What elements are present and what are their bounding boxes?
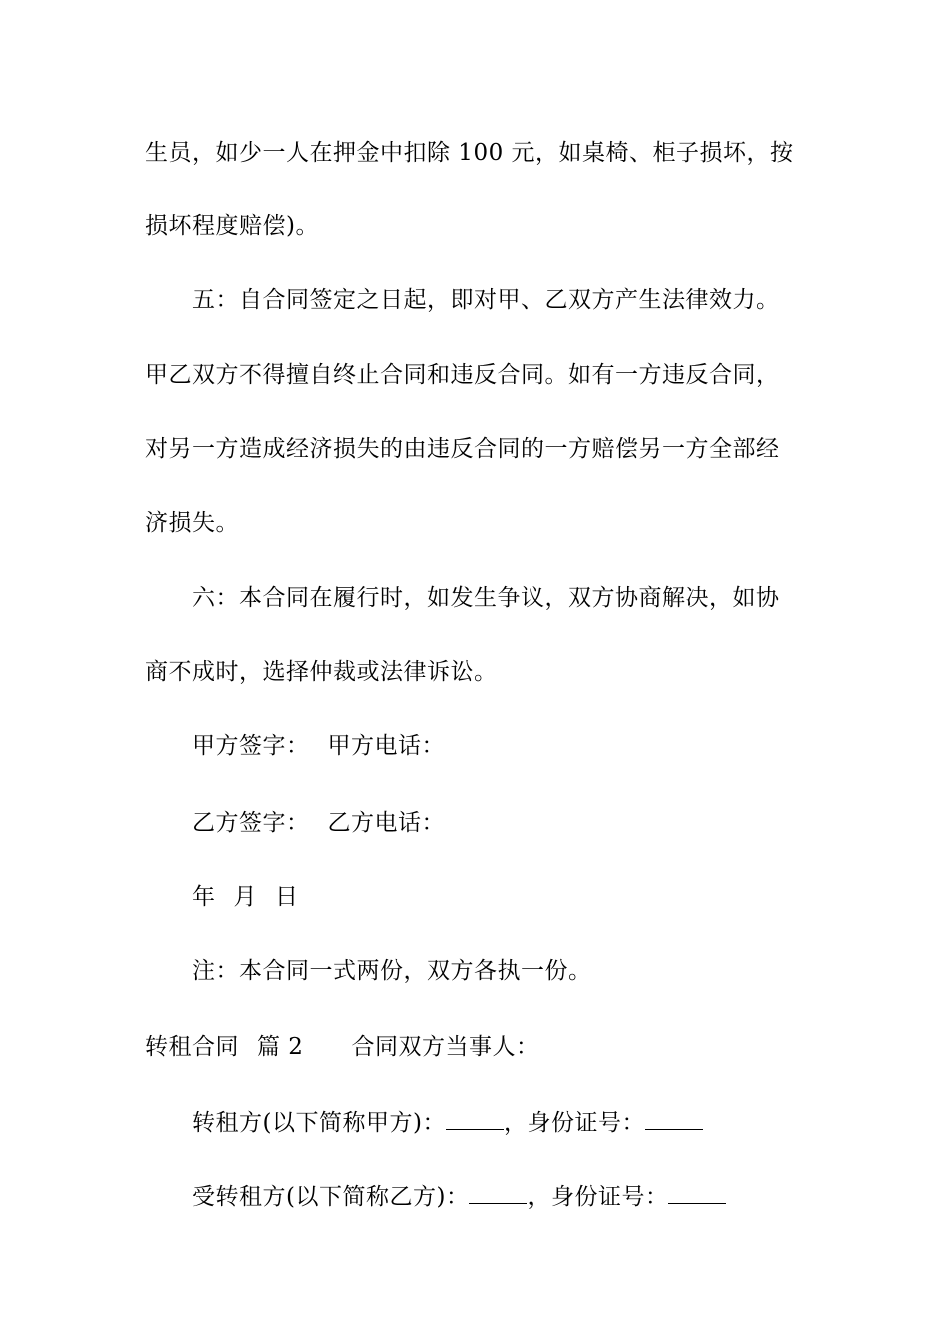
sublessee-label: 受转租方(以下简称乙方)： [192,1184,470,1210]
date-day: 日 [275,884,299,910]
sublessor-label: 转租方(以下简称甲方)： [192,1110,446,1136]
section-title: 转租合同 [145,1034,239,1060]
sublessor-row [192,1108,703,1138]
date-month: 月 [233,884,257,910]
sublessee-id-label: 身份证号： [550,1184,669,1210]
date-row [192,882,299,912]
separator: ， [503,1110,528,1136]
party-b-sign-label: 乙方签字： [192,810,310,836]
paragraph-line: 商不成时，选择仲裁或法律诉讼。 [145,659,498,685]
clause-five: 五：自合同签定之日起，即对甲、乙双方产生法律效力。 [192,287,780,313]
party-b-phone-label: 乙方电话： [327,810,445,836]
party-b-signature-row [192,808,445,838]
sublessor-id-label: 身份证号： [527,1110,645,1136]
paragraph-line: 损坏程度赔偿)。 [145,213,319,239]
separator: ， [527,1184,551,1210]
section-heading-row [145,1032,539,1062]
sublessor-name-blank[interactable] [446,1109,504,1130]
paragraph-line: 甲乙双方不得擅自终止合同和违反合同。如有一方违反合同， [145,362,780,388]
date-year: 年 [192,884,216,910]
section-number: 篇 2 [257,1034,304,1060]
paragraph-line: 济损失。 [145,510,239,536]
party-a-signature-row [192,731,445,761]
sublessee-name-blank[interactable] [469,1183,527,1204]
party-a-phone-label: 甲方电话： [327,733,445,759]
sublessee-row [192,1182,726,1212]
paragraph-line: 对另一方造成经济损失的由违反合同的一方赔偿另一方全部经 [145,436,780,462]
clause-six: 六：本合同在履行时，如发生争议，双方协商解决，如协 [192,585,780,611]
party-a-sign-label: 甲方签字： [192,733,310,759]
paragraph-line: 生员，如少一人在押金中扣除 100 元，如桌椅、柜子损坏，按 [145,140,794,166]
sublessee-id-blank[interactable] [668,1183,726,1204]
parties-heading: 合同双方当事人： [351,1034,540,1060]
note: 注：本合同一式两份，双方各执一份。 [192,958,592,984]
sublessor-id-blank[interactable] [645,1109,703,1130]
